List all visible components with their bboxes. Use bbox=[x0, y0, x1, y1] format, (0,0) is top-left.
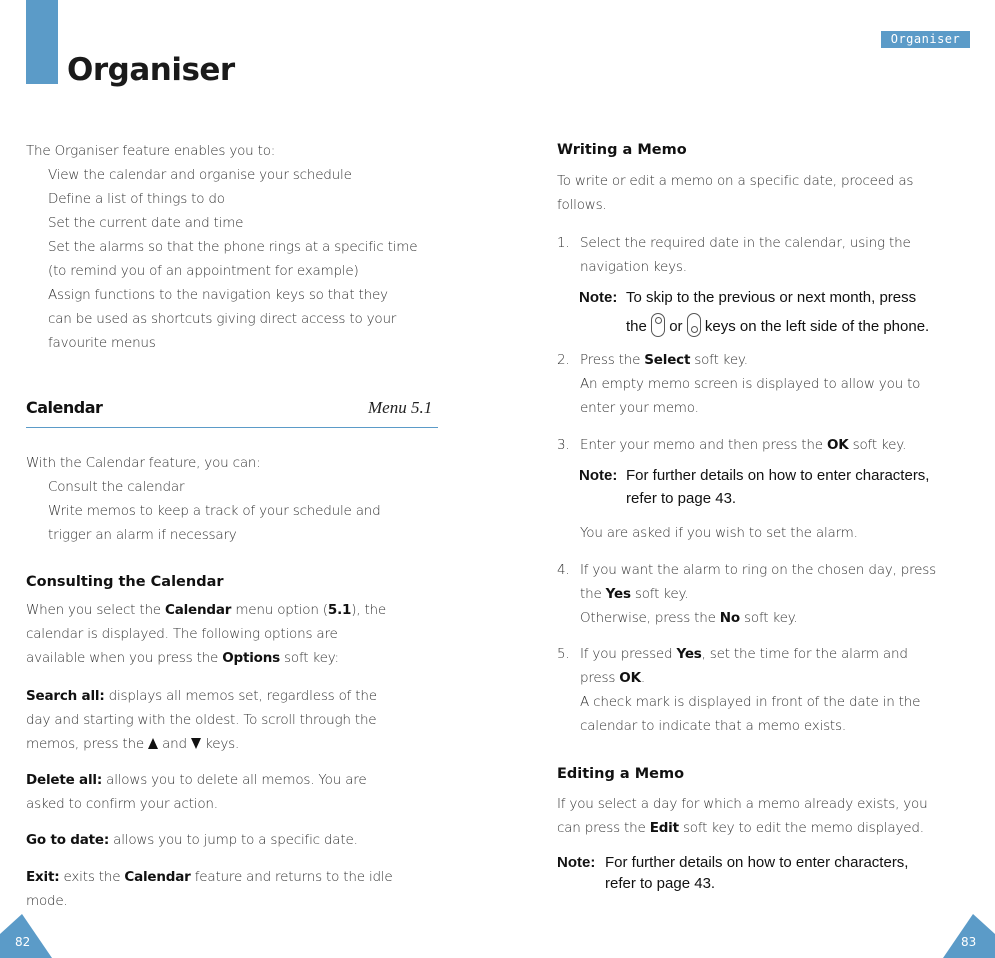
calendar-lead: With the Calendar feature, you can: bbox=[26, 455, 261, 471]
step-number: 4. bbox=[557, 562, 570, 578]
section-rule bbox=[26, 427, 438, 428]
intro-item: can be used as shortcuts giving direct access to your bbox=[48, 311, 397, 327]
writing-heading: Writing a Memo bbox=[557, 142, 687, 158]
option-search-all: Search all: displays all memos set, regardless of the bbox=[26, 688, 377, 704]
step-text: Select the required date in the calendar, using the bbox=[580, 235, 911, 251]
editing-line: If you select a day for which a memo already exists, you bbox=[557, 796, 928, 812]
intro-item: favourite menus bbox=[48, 335, 156, 351]
alarm-prompt-text: You are asked if you wish to set the alarm. bbox=[580, 525, 858, 541]
intro-item: Define a list of things to do bbox=[48, 191, 225, 207]
step-text: navigation keys. bbox=[580, 259, 687, 275]
note-text: refer to page 43. bbox=[626, 490, 737, 507]
step-text: the Yes soft key. bbox=[580, 586, 689, 602]
step-number: 1. bbox=[557, 235, 570, 251]
step-text: If you want the alarm to ring on the chosen day, press bbox=[580, 562, 936, 578]
editing-line: can press the Edit soft key to edit the memo displayed. bbox=[557, 820, 924, 836]
step-text: enter your memo. bbox=[580, 400, 699, 416]
calendar-item: trigger an alarm if necessary bbox=[48, 527, 237, 543]
down-arrow-key-icon bbox=[191, 738, 201, 749]
intro-item: Set the alarms so that the phone rings at a specific time bbox=[48, 239, 418, 255]
section-tag: Organiser bbox=[881, 31, 970, 48]
note-label: Note: bbox=[579, 467, 618, 484]
option-go-to-date: Go to date: allows you to jump to a specific date. bbox=[26, 832, 358, 848]
writing-line: To write or edit a memo on a specific date, proceed as bbox=[557, 173, 914, 189]
note-text: For further details on how to enter characters, bbox=[605, 854, 909, 871]
step-text: If you pressed Yes, set the time for the alarm and bbox=[580, 646, 908, 662]
option-search-all-text: day and starting with the oldest. To scroll through the bbox=[26, 712, 377, 728]
step-text: calendar to indicate that a memo exists. bbox=[580, 718, 846, 734]
step-number: 3. bbox=[557, 437, 570, 453]
calendar-menu-number: Menu 5.1 bbox=[368, 398, 433, 417]
page-number-right: 83 bbox=[961, 935, 977, 949]
step-number: 2. bbox=[557, 352, 570, 368]
page-title: Organiser bbox=[67, 52, 235, 88]
note-text: the or keys on the left side of the phone. bbox=[626, 313, 929, 337]
calendar-item: Write memos to keep a track of your schedule and bbox=[48, 503, 381, 519]
note-label: Note: bbox=[579, 289, 618, 306]
consulting-line: available when you press the Options soft key: bbox=[26, 650, 339, 666]
side-key-down-icon bbox=[687, 313, 701, 337]
consulting-line: When you select the Calendar menu option (5.1), the bbox=[26, 602, 387, 618]
intro-item: View the calendar and organise your schedule bbox=[48, 167, 352, 183]
step-text: A check mark is displayed in front of the date in the bbox=[580, 694, 921, 710]
editing-heading: Editing a Memo bbox=[557, 766, 685, 782]
step-number: 5. bbox=[557, 646, 570, 662]
note-text: To skip to the previous or next month, press bbox=[626, 289, 917, 306]
header-accent-block bbox=[26, 0, 58, 84]
writing-line: follows. bbox=[557, 197, 607, 213]
consulting-line: calendar is displayed. The following options are bbox=[26, 626, 338, 642]
step-text: Otherwise, press the No soft key. bbox=[580, 610, 798, 626]
step-text: press OK. bbox=[580, 670, 645, 686]
intro-item: (to remind you of an appointment for example) bbox=[48, 263, 359, 279]
calendar-item: Consult the calendar bbox=[48, 479, 185, 495]
step-text: Enter your memo and then press the OK soft key. bbox=[580, 437, 907, 453]
step-text: An empty memo screen is displayed to allow you to bbox=[580, 376, 921, 392]
note-label: Note: bbox=[557, 854, 596, 871]
page-number-left: 82 bbox=[15, 935, 31, 949]
option-search-all-text: memos, press the and keys. bbox=[26, 736, 240, 752]
up-arrow-key-icon bbox=[148, 738, 158, 749]
calendar-heading: Calendar bbox=[26, 398, 103, 417]
option-delete-all: Delete all: allows you to delete all memos. You are bbox=[26, 772, 367, 788]
step-text: Press the Select soft key. bbox=[580, 352, 748, 368]
intro-lead: The Organiser feature enables you to: bbox=[26, 143, 276, 159]
note-text: For further details on how to enter characters, bbox=[626, 467, 930, 484]
consulting-heading: Consulting the Calendar bbox=[26, 574, 224, 590]
intro-item: Set the current date and time bbox=[48, 215, 244, 231]
intro-item: Assign functions to the navigation keys so that they bbox=[48, 287, 388, 303]
option-delete-all-text: asked to confirm your action. bbox=[26, 796, 218, 812]
option-exit-text: mode. bbox=[26, 893, 68, 909]
option-exit: Exit: exits the Calendar feature and returns to the idle bbox=[26, 869, 393, 885]
note-text: refer to page 43. bbox=[605, 875, 716, 892]
side-key-up-icon bbox=[651, 313, 665, 337]
